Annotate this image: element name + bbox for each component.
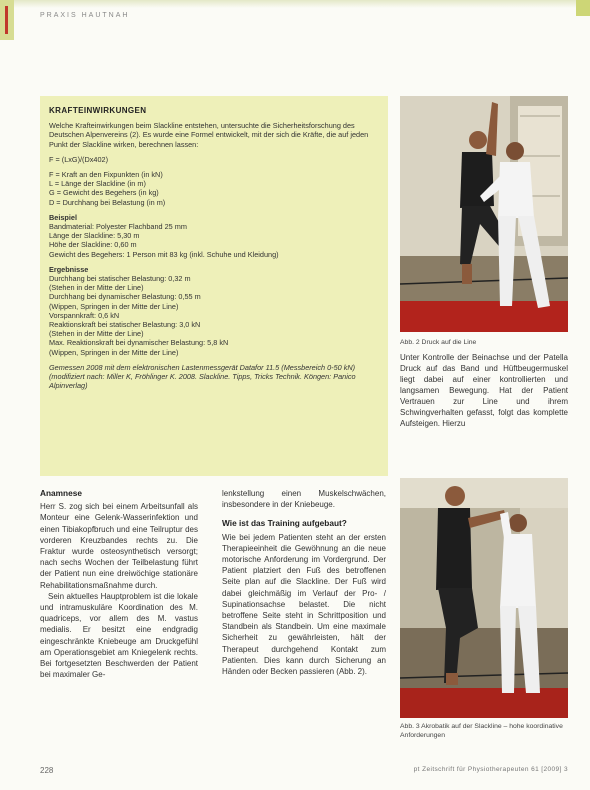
- figure-caption-3: Abb. 3 Akrobatik auf der Slackline – hohe koordinative Anforderungen: [400, 723, 563, 739]
- photo-slackline-exercise-1: [400, 96, 568, 332]
- result-line: (Wippen, Springen in der Mitte der Line): [49, 301, 179, 311]
- result-line: Durchhang bei dynamischer Belastung: 0,55 m: [49, 292, 201, 302]
- info-box-krafteinwirkungen: [40, 96, 388, 476]
- corner-accent: [576, 0, 590, 16]
- section-header: PRAXIS HAUTNAH: [40, 12, 130, 19]
- example-block: [49, 213, 379, 259]
- info-box-title: KRAFTEINWIRKUNGEN: [49, 106, 147, 115]
- legend-line: D = Durchhang bei Belastung (in m): [49, 197, 166, 207]
- result-line: Reaktionskraft bei statischer Belastung: 3,0 kN: [49, 320, 201, 330]
- formula: F = (LxG)/(Dx402): [49, 154, 108, 164]
- source-note: Gemessen 2008 mit dem elektronischen Lastenmessgerät Datafor 11.5 (Messbereich 0-50 kN) (modifiziert nach: Miller K, Fröhlinger K. 2008. Slackline. Tipps, Tricks Technik. Köngen: Panico Alpinverlag): [49, 362, 356, 391]
- example-title: Beispiel: [49, 212, 77, 222]
- example-line: Höhe der Slackline: 0,60 m: [49, 240, 137, 250]
- figure-caption-2: Abb. 2 Druck auf die Line: [400, 339, 477, 346]
- heading-anamnese: Anamnese: [40, 488, 82, 498]
- results-block: [49, 265, 379, 357]
- paragraph: Sein aktuelles Hauptproblem ist die lokale und intramuskuläre Koordination des M. quadriceps, vor allem des M. vastus medialis. Er besitzt eine endgradig eingeschränkte Kniebeuge am Druckgefühl am Operationsgebiet am Kniegelenk rechts. Bei fortgesetzten Beschwerden der Patient bei maximaler Ge-: [40, 591, 198, 680]
- journal-footer: pt Zeitschrift für Physiotherapeuten 61 [2009] 3: [413, 766, 568, 773]
- photo-slackline-exercise-2: [400, 478, 568, 718]
- body-column-2: [222, 488, 386, 677]
- info-box-intro: Welche Krafteinwirkungen beim Slackline entstehen, untersuchte die Sicherheitsforschung des Deutschen Alpenvereins (2). Es wurde eine Formel entwickelt, mit der sich die Kräfte, die auf jeden Punkt der Slackline wirken, berechnen lassen:: [49, 121, 369, 149]
- result-line: Durchhang bei statischer Belastung: 0,32 m: [49, 274, 191, 284]
- legend-line: L = Länge der Slackline (in m): [49, 179, 146, 189]
- top-color-band: [0, 0, 590, 8]
- result-line: (Stehen in der Mitte der Line): [49, 283, 144, 293]
- paragraph: Wie bei jedem Patienten steht an der ersten Therapieeinheit die Gewöhnung an die neue motorische Anforderung im Vordergrund. Der Patient platziert den Fuß des betroffenen Seite plan auf die Slackline. Der Fuß wird dabei gleichmäßig im Verlauf der Pro- / Supinationsachse belastet. Die nicht betroffene Seite steht in Schrittposition und Standbein als Standbein. Um eine maximale Sicherheit zu gewährleisten, hält der Therapeut durchgehend Kontakt zum Patienten. Dies kann durch Sicherung an Händen oder Becken passieren (Abb. 2).: [222, 532, 386, 677]
- left-accent-bar: [0, 0, 14, 40]
- example-line: Länge der Slackline: 5,30 m: [49, 231, 140, 241]
- results-title: Ergebnisse: [49, 264, 89, 274]
- red-accent-stripe: [5, 6, 8, 34]
- example-line: Bandmaterial: Polyester Flachband 25 mm: [49, 222, 187, 232]
- example-line: Gewicht des Begehers: 1 Person mit 83 kg (inkl. Schuhe und Kleidung): [49, 249, 279, 259]
- result-line: (Stehen in der Mitte der Line): [49, 329, 144, 339]
- paragraph: lenkstellung einen Muskelschwächen, insbesondere in der Kniebeuge.: [222, 489, 386, 510]
- heading-training: Wie ist das Training aufgebaut?: [222, 518, 347, 529]
- legend-line: G = Gewicht des Begehers (in kg): [49, 188, 159, 198]
- page-number: 228: [40, 766, 54, 775]
- body-text-right: Unter Kontrolle der Beinachse und der Patella Druck auf das Band und Hüftbeugermuskel liegt dabei auf einer kontrollierten und langsamen Bewegung. Hat der Patient Vertrauen zur Line und ihrem Schwingverhalten gefasst, folgt das komplette Aufsteigen. Hierzu: [400, 353, 568, 428]
- result-line: (Wippen, Springen in der Mitte der Line): [49, 347, 179, 357]
- legend-line: F = Kraft an den Fixpunkten (in kN): [49, 170, 163, 180]
- paragraph: Herr S. zog sich bei einem Arbeitsunfall als Monteur eine Gelenk-Wasserinfektion und einen Tibiakopfbruch und eine Teilruptur des vorderen Kreuzbandes rechts zu. Die Fraktur wurde osteosynthetisch versorgt; nach sechs Wochen der Teilbelastung führt der Patient nun eine dreiwöchige stationäre Rehabilitationsmaßnahme durch.: [40, 502, 198, 590]
- formula-legend: [49, 170, 379, 207]
- result-line: Vorspannkraft: 0,6 kN: [49, 310, 120, 320]
- body-column-1: [40, 488, 198, 680]
- result-line: Max. Reaktionskraft bei dynamischer Belastung: 5,8 kN: [49, 338, 229, 348]
